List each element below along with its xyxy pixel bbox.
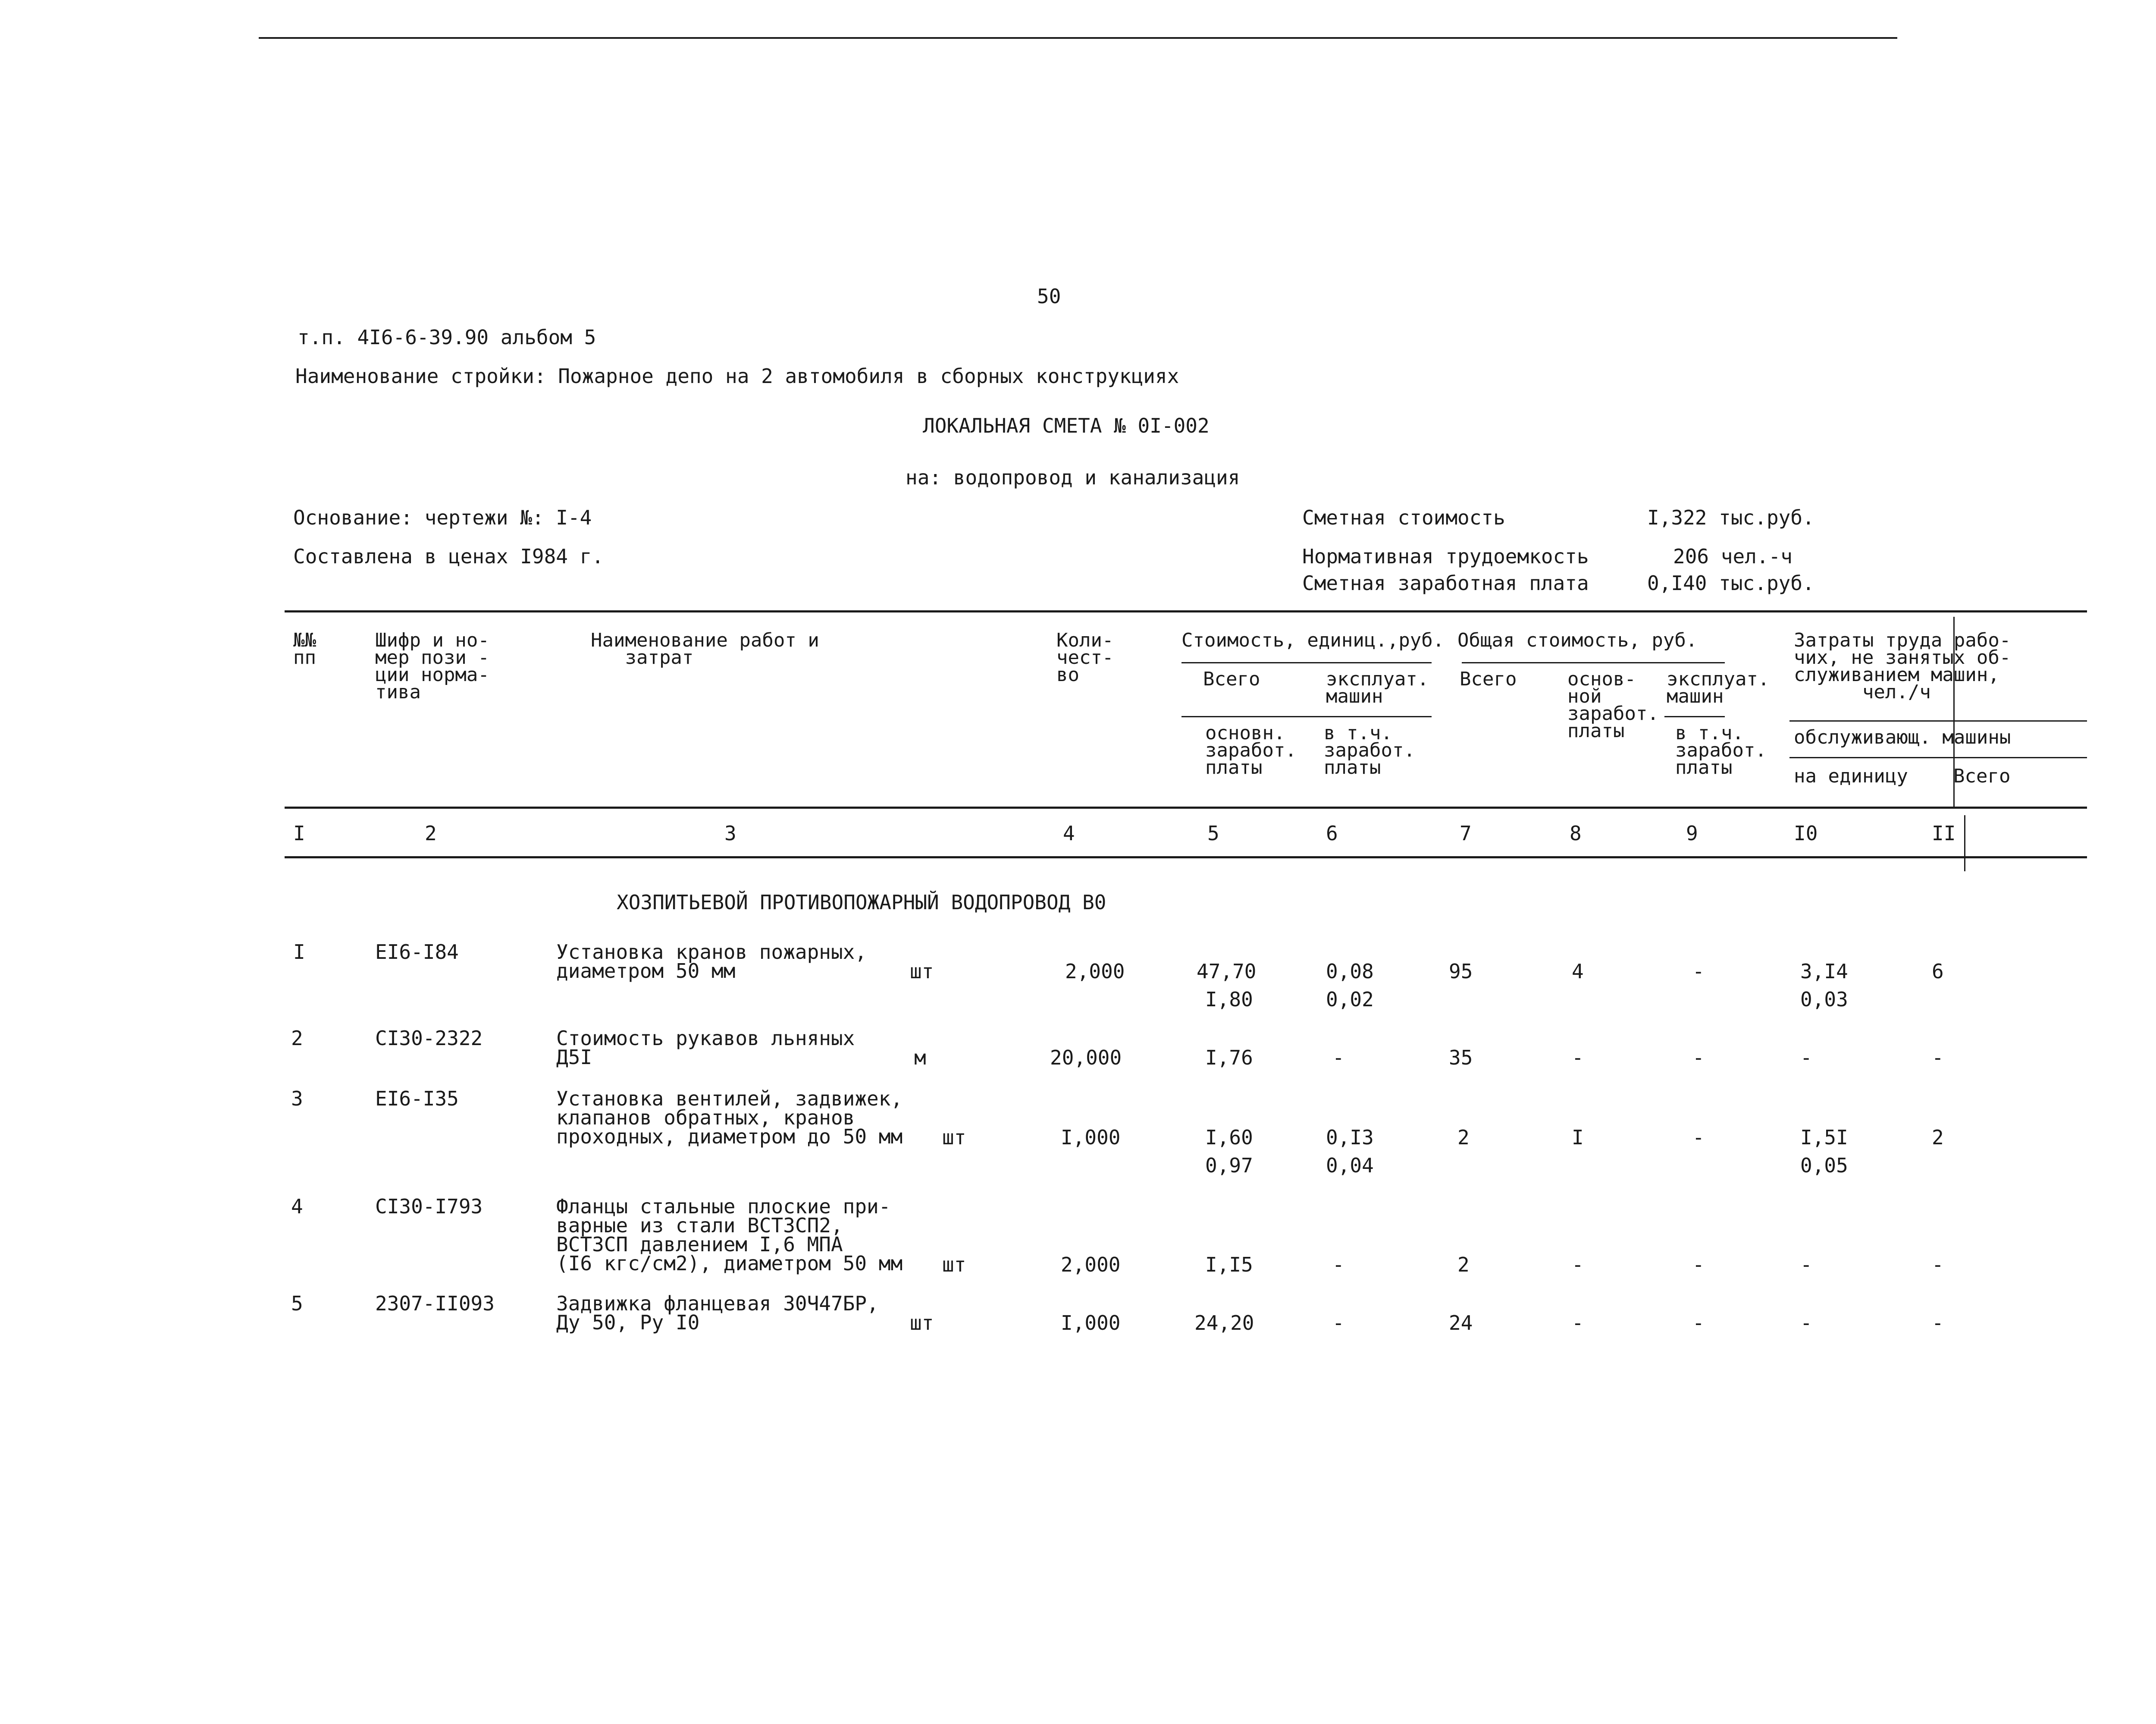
row-labor-unit: - [1800, 1046, 1812, 1069]
col-header-total-mach: эксплуат. машин [1667, 668, 1770, 707]
col-header-total-mach-wage: в т.ч. заработ. платы [1675, 722, 1767, 779]
col-header-unit-all: Всего [1203, 668, 1260, 690]
row-total-mach: - [1692, 960, 1705, 983]
row-num: I [293, 940, 305, 964]
row-total: 24 [1449, 1311, 1473, 1335]
row-unit-wage: I,80 [1205, 988, 1253, 1011]
price-level: Составлена в ценах I984 г. [293, 545, 604, 568]
row-name: Задвижка фланцевая 30Ч47БР, Ду 50, Ру I0 [556, 1292, 879, 1334]
row-unit-total: I,I5 [1205, 1253, 1253, 1276]
row-name: Установка кранов пожарных, диаметром 50 мм [556, 940, 867, 983]
row-unit: шт [942, 1253, 966, 1276]
row-labor-unit: - [1800, 1311, 1812, 1335]
row-labor-unit: - [1800, 1253, 1812, 1276]
header-subrule [1664, 716, 1725, 717]
col-header-total-cost: Общая стоимость, руб. [1457, 629, 1698, 651]
col-number: 9 [1686, 822, 1698, 845]
col-header-labor-per-unit: на единицу [1794, 765, 1908, 787]
col-header-total-all: Всего [1460, 668, 1517, 690]
row-total: 2 [1457, 1126, 1470, 1149]
row-labor-service: 0,03 [1800, 988, 1848, 1011]
doc-reference: т.п. 4I6-6-39.90 альбом 5 [298, 326, 596, 349]
row-unit-mach-wage: 0,04 [1326, 1154, 1374, 1177]
row-labor-unit: I,5I [1800, 1126, 1848, 1149]
row-unit-mach: - [1332, 1046, 1344, 1069]
summary-label: Сметная стоимость [1302, 506, 1505, 529]
row-qty: 2,000 [1065, 960, 1125, 983]
table-top-rule [285, 610, 2087, 612]
row-unit-mach: - [1332, 1253, 1344, 1276]
row-labor-total: - [1932, 1046, 1944, 1069]
row-total-wage: - [1572, 1311, 1584, 1335]
col-number: 5 [1207, 822, 1219, 845]
col-header-code: Шифр и но- мер пози - ции норма- тива [375, 629, 489, 703]
row-total: 95 [1449, 960, 1473, 983]
row-unit-mach: 0,I3 [1326, 1126, 1374, 1149]
row-num: 3 [291, 1087, 303, 1110]
project-name: Наименование стройки: Пожарное депо на 2 автомобиля в сборных конструкциях [295, 364, 1179, 388]
header-bottom-rule [285, 807, 2087, 809]
col-header-qty: Коли- чест- во [1056, 629, 1114, 686]
basis: Основание: чертежи №: I-4 [293, 506, 592, 529]
row-labor-total: 2 [1932, 1126, 1944, 1149]
row-code: 2307-II093 [375, 1292, 495, 1315]
row-qty: 20,000 [1050, 1046, 1122, 1069]
row-name: Фланцы стальные плоские при- варные из стали ВСТ3СП2, ВСТ3СП давлением I,6 МПА (I6 кгс/см2), диаметром 50 мм [556, 1195, 903, 1275]
col-number: 3 [724, 822, 736, 845]
col-header-unit-mach-wage: в т.ч. заработ. платы [1324, 722, 1415, 779]
row-code: CI30-I793 [375, 1195, 483, 1218]
row-total-wage: - [1572, 1253, 1584, 1276]
col-header-labor: Затраты труда рабо- чих, не занятых об- служиванием машин, чел./ч [1794, 629, 2011, 703]
row-qty: 2,000 [1061, 1253, 1121, 1276]
row-labor-unit: 3,I4 [1800, 960, 1848, 983]
row-qty: I,000 [1061, 1126, 1121, 1149]
row-unit-total: 47,70 [1197, 960, 1257, 983]
header-subrule [1789, 757, 2087, 758]
row-num: 2 [291, 1027, 303, 1050]
summary-label: Сметная заработная плата [1302, 572, 1589, 595]
estimate-subtitle: на: водопровод и канализация [906, 466, 1240, 489]
row-unit: шт [942, 1126, 966, 1149]
row-total-mach: - [1692, 1046, 1705, 1069]
header-subrule [1462, 662, 1725, 663]
row-unit: шт [910, 960, 934, 983]
summary-value: I,322 тыс.руб. [1647, 506, 1814, 529]
row-labor-total: 6 [1932, 960, 1944, 983]
col-header-name: Наименование работ и затрат [591, 629, 819, 669]
row-unit-total: I,76 [1205, 1046, 1253, 1069]
summary-label: Нормативная трудоемкость [1302, 545, 1589, 568]
row-labor-service: 0,05 [1800, 1154, 1848, 1177]
col-number: I [293, 822, 305, 845]
row-unit-wage: 0,97 [1205, 1154, 1253, 1177]
row-unit-mach: - [1332, 1311, 1344, 1335]
col-number: 8 [1570, 822, 1582, 845]
row-unit-mach-wage: 0,02 [1326, 988, 1374, 1011]
row-total: 35 [1449, 1046, 1473, 1069]
row-total-wage: 4 [1572, 960, 1584, 983]
row-total-wage: I [1572, 1126, 1584, 1149]
header-subrule [1789, 720, 2087, 722]
col-number: 2 [425, 822, 437, 845]
col-header-labor-total: Всего [1953, 765, 2011, 787]
row-unit: шт [910, 1311, 934, 1335]
row-labor-total: - [1932, 1311, 1944, 1335]
row-qty: I,000 [1061, 1311, 1121, 1335]
col-number: II [1932, 822, 1956, 845]
top-rule [259, 37, 1897, 39]
header-divider [1964, 815, 1965, 871]
col-header-unit-cost: Стоимость, единиц.,руб. [1181, 629, 1445, 651]
row-unit-mach: 0,08 [1326, 960, 1374, 983]
row-num: 5 [291, 1292, 303, 1315]
row-total-mach: - [1692, 1253, 1705, 1276]
col-number: I0 [1794, 822, 1818, 845]
col-number: 7 [1460, 822, 1472, 845]
col-header-labor-service: обслуживающ. машины [1794, 726, 2011, 748]
row-unit-total: 24,20 [1194, 1311, 1254, 1335]
row-name: Установка вентилей, задвижек, клапанов обратных, кранов проходных, диаметром до 50 мм [556, 1087, 903, 1148]
col-header-num: №№ пп [293, 629, 316, 669]
row-num: 4 [291, 1195, 303, 1218]
row-code: EI6-I35 [375, 1087, 459, 1110]
row-code: EI6-I84 [375, 940, 459, 964]
row-total-mach: - [1692, 1311, 1705, 1335]
row-total-wage: - [1572, 1046, 1584, 1069]
row-total-mach: - [1692, 1126, 1705, 1149]
summary-value: 0,I40 тыс.руб. [1647, 572, 1814, 595]
row-unit: м [914, 1046, 926, 1069]
col-header-unit-basic: основн. заработ. платы [1205, 722, 1297, 779]
colnum-bottom-rule [285, 856, 2087, 858]
col-number: 4 [1063, 822, 1075, 845]
row-total: 2 [1457, 1253, 1470, 1276]
col-number: 6 [1326, 822, 1338, 845]
header-subrule [1181, 716, 1432, 717]
header-subrule [1181, 662, 1432, 663]
section-title: ХОЗПИТЬЕВОЙ ПРОТИВОПОЖАРНЫЙ ВОДОПРОВОД В0 [617, 891, 1106, 914]
row-labor-total: - [1932, 1253, 1944, 1276]
row-code: CI30-2322 [375, 1027, 483, 1050]
col-header-unit-mach: эксплуат. машин [1326, 668, 1429, 707]
row-unit-total: I,60 [1205, 1126, 1253, 1149]
page-number: 50 [1037, 285, 1061, 308]
summary-value: 206 чел.-ч [1673, 545, 1792, 568]
estimate-title: ЛОКАЛЬНАЯ СМЕТА № 0I-002 [923, 414, 1210, 437]
row-name: Стоимость рукавов льняных Д5I [556, 1027, 855, 1069]
col-header-total-basic: основ- ной заработ. платы [1567, 668, 1659, 742]
